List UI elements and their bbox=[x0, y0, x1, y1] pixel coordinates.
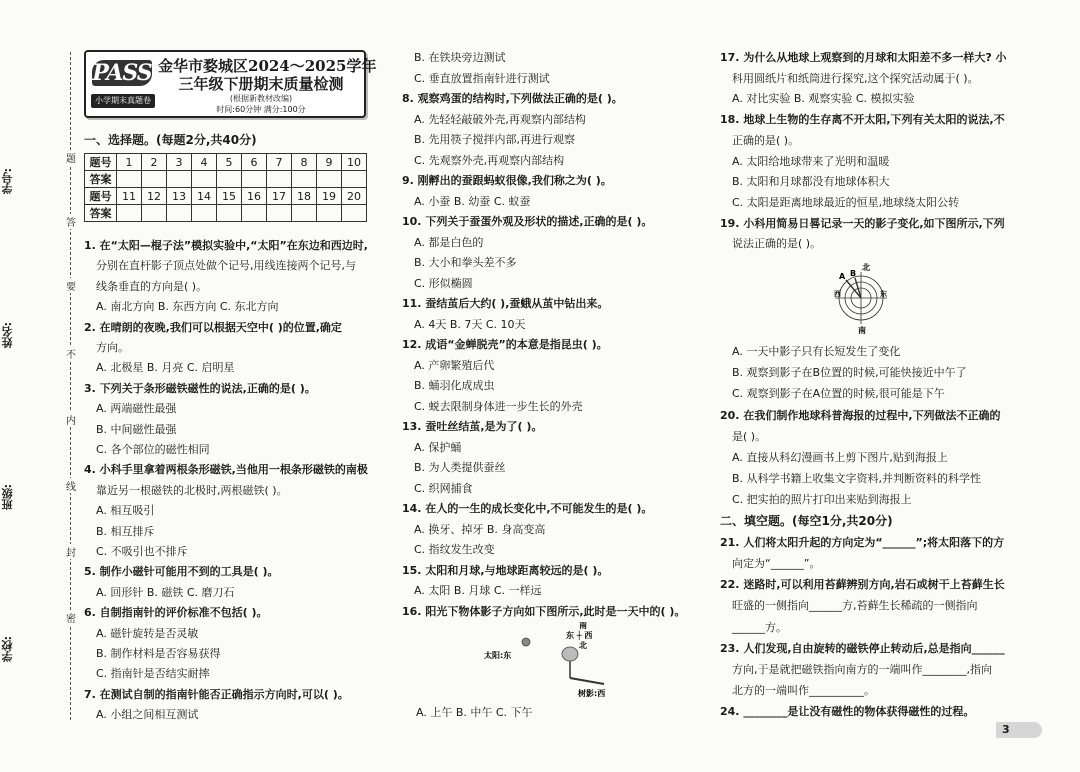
question-line: C. 蜕去限制身体进一步生长的外壳 bbox=[414, 399, 583, 413]
question-line: A. 产卵繁殖后代 bbox=[414, 358, 495, 372]
question-line: A. 小组之间相互测试 bbox=[96, 708, 199, 722]
question-line: A. 都是白色的 bbox=[414, 235, 484, 249]
question-line: 线条垂直的方向是( )。 bbox=[96, 279, 208, 293]
question-line: C. 指纹发生改变 bbox=[414, 543, 495, 556]
question-line: C. 垂直放置指南针进行测试 bbox=[414, 71, 550, 85]
exam-title-line1: 金华市婺城区2024～2025学年 bbox=[158, 57, 377, 75]
question-line: B. 先用筷子搅拌内部,再进行观察 bbox=[414, 133, 576, 146]
school-field: 学校: bbox=[1, 636, 14, 663]
shadow-direction-figure bbox=[482, 622, 612, 698]
seal-char: 内 bbox=[64, 412, 78, 427]
question-number-cell: 18 bbox=[292, 188, 317, 205]
question-line: 是( )。 bbox=[732, 429, 767, 443]
answer-cell[interactable] bbox=[192, 171, 217, 188]
question-number-cell: 5 bbox=[217, 154, 242, 171]
question-line: A. 南北方向 B. 东西方向 C. 东北方向 bbox=[96, 300, 279, 314]
question-line: B. 蛹羽化成成虫 bbox=[414, 379, 495, 392]
student-id-field: 学号: bbox=[1, 168, 14, 195]
question-number-cell: 9 bbox=[317, 154, 342, 171]
exam-title-line2: 三年级下册期末质量检测 bbox=[178, 75, 344, 93]
question-line: A. 一天中影子只有长短发生了变化 bbox=[732, 345, 901, 358]
question-line: A. 小蚕 B. 幼蚕 C. 蚁蚕 bbox=[414, 194, 531, 208]
question-stem: 13. 蚕吐丝结茧,是为了( )。 bbox=[402, 420, 543, 433]
question-stem: 16. 阳光下物体影子方向如下图所示,此时是一天中的( )。 bbox=[402, 604, 686, 618]
answer-cell[interactable] bbox=[267, 205, 292, 222]
question-line: A. 太阳给地球带来了光明和温暖 bbox=[732, 154, 890, 168]
fig16-shadow-label: 树影:西 bbox=[578, 689, 606, 698]
question-stem: 2. 在晴朗的夜晚,我们可以根据天空中( )的位置,确定 bbox=[84, 320, 342, 334]
question-line: B. 大小和拳头差不多 bbox=[414, 256, 517, 269]
question-line: 方向。 bbox=[96, 341, 129, 354]
tree-icon bbox=[562, 647, 578, 661]
question-stem: 12. 成语“金蝉脱壳”的本意是指昆虫( )。 bbox=[402, 338, 608, 351]
question-stem: 17. 为什么从地球上观察到的月球和太阳差不多一样大? 小 bbox=[720, 51, 1007, 64]
question-stem: 20. 在我们制作地球科普海报的过程中,下列做法不正确的 bbox=[720, 408, 1001, 422]
fig19-north-label: 北 bbox=[862, 263, 870, 272]
question-line: A. 太阳 B. 月球 C. 一样远 bbox=[414, 584, 542, 597]
question-line: A. 相互吸引 bbox=[96, 504, 155, 518]
question-stem: 7. 在测试自制的指南针能否正确指示方向时,可以( )。 bbox=[84, 687, 349, 701]
seal-char: 要 bbox=[64, 278, 78, 293]
answer-cell[interactable] bbox=[342, 171, 367, 188]
answer-table bbox=[84, 153, 367, 222]
question-line: B. 观察到影子在B位置的时候,可能快接近中午了 bbox=[732, 366, 967, 380]
seal-char: 不 bbox=[64, 346, 78, 361]
question-stem: 9. 刚孵出的蚕跟蚂蚁很像,我们称之为( )。 bbox=[402, 174, 612, 187]
question-number-cell: 8 bbox=[292, 154, 317, 171]
tree-shadow bbox=[570, 678, 604, 684]
question-number-cell: 6 bbox=[242, 154, 267, 171]
question-stem: 24. ________是让没有磁性的物体获得磁性的过程。 bbox=[720, 705, 975, 719]
page-number: 3 bbox=[996, 722, 1042, 738]
fig19-east-label: 东 bbox=[880, 290, 887, 298]
section-title-fill: 二、填空题。(每空1分,共20分) bbox=[720, 513, 893, 528]
question-line: C. 形似椭圆 bbox=[414, 276, 473, 290]
answer-cell[interactable] bbox=[242, 171, 267, 188]
question-line: A. 两端磁性最强 bbox=[96, 402, 177, 416]
question-line: B. 相互排斥 bbox=[96, 524, 155, 538]
question-line: C. 指南针是否结实耐摔 bbox=[96, 667, 210, 681]
question-number-cell: 7 bbox=[267, 154, 292, 171]
answer-cell[interactable] bbox=[292, 205, 317, 222]
question-line: C. 观察到影子在A位置的时候,很可能是下午 bbox=[732, 387, 945, 401]
question-line: 方向,于是就把磁铁指向南方的一端叫作________,指向 bbox=[732, 663, 992, 676]
seal-char: 密 bbox=[64, 610, 78, 625]
answer-cell[interactable] bbox=[167, 171, 192, 188]
answer-cell[interactable] bbox=[317, 171, 342, 188]
row-label: 题号 bbox=[85, 188, 117, 205]
question-number-cell: 3 bbox=[167, 154, 192, 171]
fig16-south-label: 南 bbox=[579, 622, 587, 630]
answer-cell[interactable] bbox=[192, 205, 217, 222]
question-line: 分别在直杆影子顶点处做个记号,用线连接两个记号,与 bbox=[96, 259, 356, 273]
question-line: B. 从科学书籍上收集文字资料,并判断资料的科学性 bbox=[732, 472, 982, 486]
question-number-cell: 12 bbox=[142, 188, 167, 205]
exam-subtitle: (根据新教材改编) bbox=[229, 94, 293, 103]
question-line: 旺盛的一侧指向______方,苔藓生长稀疏的一侧指向 bbox=[732, 599, 978, 613]
question-line: A. 北极星 B. 月亮 C. 启明星 bbox=[96, 361, 235, 375]
answer-cell[interactable] bbox=[217, 205, 242, 222]
answer-cell[interactable] bbox=[242, 205, 267, 222]
question-line: ______方。 bbox=[732, 620, 787, 634]
question-number-cell: 11 bbox=[117, 188, 142, 205]
question-stem: 1. 在“太阳—棍子法”模拟实验中,“太阳”在东边和西边时, bbox=[84, 239, 368, 252]
fig19-a-label: A bbox=[839, 272, 846, 281]
question-number-cell: 14 bbox=[192, 188, 217, 205]
answer-cell[interactable] bbox=[142, 205, 167, 222]
question-stem: 19. 小科用简易日晷记录一天的影子变化,如下图所示,下列 bbox=[720, 216, 1005, 230]
question-stem: 14. 在人的一生的成长变化中,不可能发生的是( )。 bbox=[402, 502, 653, 515]
question-number-cell: 10 bbox=[342, 154, 367, 171]
sundial-figure bbox=[834, 262, 888, 334]
answer-cell[interactable] bbox=[142, 171, 167, 188]
question-line: C. 把实拍的照片打印出来贴到海报上 bbox=[732, 493, 912, 507]
question-stem: 18. 地球上生物的生存离不开太阳,下列有关太阳的说法,不 bbox=[720, 113, 1005, 127]
question-line: C. 太阳是距离地球最近的恒星,地球绕太阳公转 bbox=[732, 195, 960, 209]
question-line: B. 中间磁性最强 bbox=[96, 422, 177, 436]
question-line: 靠近另一根磁铁的北极时,两根磁铁( )。 bbox=[96, 483, 288, 497]
question-line: A. 换牙、掉牙 B. 身高变高 bbox=[414, 522, 546, 536]
question-number-cell: 17 bbox=[267, 188, 292, 205]
class-field: 班级: bbox=[1, 484, 14, 511]
question-line: C. 各个部位的磁性相同 bbox=[96, 443, 210, 456]
fig16-north-label: 北 bbox=[579, 641, 587, 650]
seal-char: 题 bbox=[64, 150, 78, 165]
answer-cell[interactable] bbox=[167, 205, 192, 222]
answer-cell[interactable] bbox=[292, 171, 317, 188]
answer-cell[interactable] bbox=[342, 205, 367, 222]
fig19-b-label: B bbox=[850, 269, 857, 278]
question-line: 科用圆纸片和纸筒进行探究,这个探究活动属于( )。 bbox=[732, 71, 979, 85]
question-line: 北方的一端叫作__________。 bbox=[732, 684, 875, 698]
question-stem: 5. 制作小磁针可能用不到的工具是( )。 bbox=[84, 565, 279, 579]
exam-time-score: 时间:60分钟 满分:100分 bbox=[216, 105, 306, 114]
series-tag: 小学期末真题卷 bbox=[91, 94, 155, 108]
q16-options: A. 上午 B. 中午 C. 下午 bbox=[416, 706, 533, 719]
question-number-cell: 15 bbox=[217, 188, 242, 205]
answer-cell[interactable] bbox=[117, 205, 142, 222]
exam-header bbox=[84, 50, 377, 118]
question-line: B. 制作材料是否容易获得 bbox=[96, 647, 221, 660]
name-field: 姓名: bbox=[1, 322, 14, 349]
sun-icon bbox=[522, 638, 530, 646]
fig19-west-label: 西 bbox=[834, 290, 841, 298]
question-line: 说法正确的是( )。 bbox=[732, 237, 822, 251]
question-number-cell: 1 bbox=[117, 154, 142, 171]
question-stem: 10. 下列关于蚕蛋外观及形状的描述,正确的是( )。 bbox=[402, 215, 653, 228]
question-stem: 11. 蚕结茧后大约( ),蚕蛾从茧中钻出来。 bbox=[402, 297, 609, 310]
question-number-cell: 16 bbox=[242, 188, 267, 205]
seal-char: 封 bbox=[64, 544, 78, 559]
question-line: C. 先观察外壳,再观察内部结构 bbox=[414, 153, 565, 167]
pass-logo: PASS bbox=[92, 60, 152, 86]
question-number-cell: 13 bbox=[167, 188, 192, 205]
question-line: A. 磁针旋转是否灵敏 bbox=[96, 626, 199, 640]
question-stem: 15. 太阳和月球,与地球距离较远的是( )。 bbox=[402, 563, 609, 577]
answer-cell[interactable] bbox=[217, 171, 242, 188]
question-line: A. 先轻轻敲破外壳,再观察内部结构 bbox=[414, 112, 586, 126]
question-stem: 3. 下列关于条形磁铁磁性的说法,正确的是( )。 bbox=[84, 381, 316, 395]
section-title-choice: 一、选择题。(每题2分,共40分) bbox=[84, 133, 257, 147]
question-number-cell: 4 bbox=[192, 154, 217, 171]
fig16-sun-label: 太阳:东 bbox=[484, 651, 512, 660]
question-line: B. 在铁块旁边测试 bbox=[414, 51, 506, 64]
question-stem: 23. 人们发现,自由旋转的磁铁停止转动后,总是指向______ bbox=[720, 641, 1005, 655]
question-line: A. 4天 B. 7天 C. 10天 bbox=[414, 317, 526, 331]
question-line: B. 太阳和月球都没有地球体积大 bbox=[732, 175, 890, 189]
question-number-cell: 2 bbox=[142, 154, 167, 171]
question-line: 向定为“______”。 bbox=[732, 557, 821, 570]
answer-label: 答案 bbox=[85, 205, 117, 222]
question-line: A. 对比实验 B. 观察实验 C. 模拟实验 bbox=[732, 92, 915, 106]
seal-char: 线 bbox=[64, 478, 78, 493]
question-line: B. 为人类提供蚕丝 bbox=[414, 461, 506, 474]
answer-cell[interactable] bbox=[117, 171, 142, 188]
question-stem: 8. 观察鸡蛋的结构时,下列做法正确的是( )。 bbox=[402, 92, 623, 105]
question-line: A. 直接从科幻漫画书上剪下图片,贴到海报上 bbox=[732, 451, 948, 464]
question-line: C. 织网捕食 bbox=[414, 481, 473, 495]
question-line: 正确的是( )。 bbox=[732, 133, 800, 147]
question-stem: 6. 自制指南针的评价标准不包括( )。 bbox=[84, 606, 268, 620]
question-number-cell: 19 bbox=[317, 188, 342, 205]
question-line: A. 保护蛹 bbox=[414, 440, 462, 454]
question-number-cell: 20 bbox=[342, 188, 367, 205]
row-label: 题号 bbox=[85, 154, 117, 171]
fig19-south-label: 南 bbox=[858, 326, 866, 334]
answer-label: 答案 bbox=[85, 171, 117, 188]
answer-cell[interactable] bbox=[267, 171, 292, 188]
question-stem: 22. 迷路时,可以利用苔藓辨别方向,岩石或树干上苔藓生长 bbox=[720, 578, 1005, 592]
answer-cell[interactable] bbox=[317, 205, 342, 222]
question-stem: 21. 人们将太阳升起的方向定为“______”;将太阳落下的方 bbox=[720, 535, 1005, 549]
question-stem: 4. 小科手里拿着两根条形磁铁,当他用一根条形磁铁的南极 bbox=[84, 463, 368, 477]
question-line: C. 不吸引也不排斥 bbox=[96, 545, 188, 558]
seal-char: 答 bbox=[64, 214, 78, 229]
fig16-ew-label: 东 ┼ 西 bbox=[566, 631, 593, 640]
question-line: A. 回形针 B. 磁铁 C. 磨刀石 bbox=[96, 585, 235, 599]
